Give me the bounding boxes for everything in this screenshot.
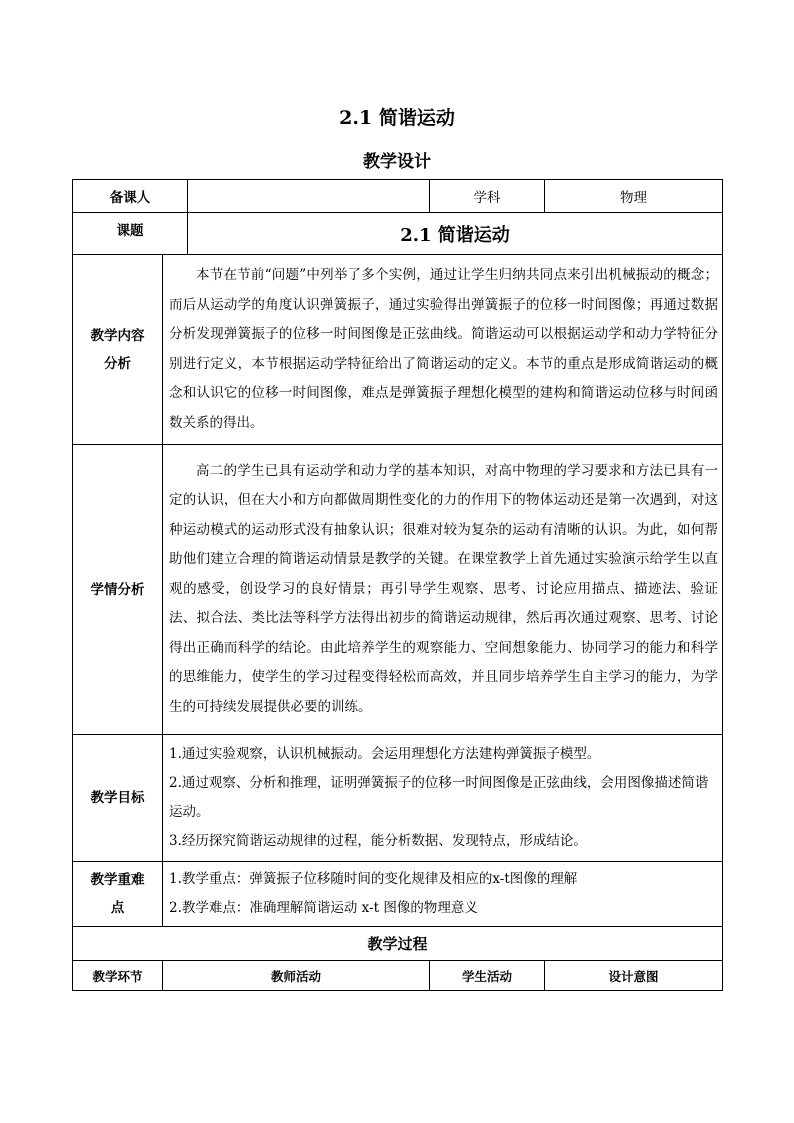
- objective-item: 2.通过观察、分析和推理，证明弹簧振子的位移一时间图像是正弦曲线，会用图像描述简谐运动。: [169, 775, 709, 820]
- student-analysis-label: 学情分析: [73, 445, 163, 735]
- objectives-label: 教学目标: [73, 735, 163, 862]
- process-col-student: 学生活动: [430, 961, 545, 991]
- topic-label: 课题: [73, 213, 188, 255]
- process-col-stage: 教学环节: [73, 961, 163, 991]
- info-row-preparer: [73, 180, 723, 213]
- topic-value: 2.1 简谐运动: [188, 213, 723, 255]
- process-col-teacher: 教师活动: [163, 961, 430, 991]
- objective-item: 3.经历探究简谐运动规律的过程，能分析数据、发现特点，形成结论。: [169, 833, 587, 849]
- process-col-intent: 设计意图: [545, 961, 723, 991]
- content-analysis-row: [73, 255, 723, 445]
- key-points-row: [73, 862, 723, 927]
- objectives-list: [163, 735, 723, 862]
- key-point-item: 2.教学难点：准确理解简谐运动 x-t 图像的物理意义: [169, 900, 478, 916]
- key-point-item: 1.教学重点：弹簧振子位移随时间的变化规律及相应的x-t图像的理解: [169, 871, 578, 887]
- lesson-plan-table: [72, 179, 723, 991]
- process-header-row: [73, 961, 723, 991]
- objectives-row: [73, 735, 723, 862]
- subject-label: 学科: [430, 180, 545, 213]
- document-subtitle: 教学设计: [363, 152, 431, 172]
- content-analysis-label-line2: 分析: [104, 355, 131, 372]
- student-analysis-row: [73, 445, 723, 735]
- key-points-label: 教学重难点: [73, 862, 163, 927]
- key-points-list: [163, 862, 723, 927]
- content-analysis-label: [73, 255, 163, 445]
- info-row-topic: [73, 213, 723, 255]
- subject-value: 物理: [545, 180, 723, 213]
- content-analysis-label-line1: 教学内容: [90, 327, 145, 344]
- objective-item: 1.通过实验观察，认识机械振动。会运用理想化方法建构弹簧振子模型。: [169, 746, 601, 762]
- content-analysis-text: 本节在节前“问题”中列举了多个实例，通过让学生归纳共同点来引出机械振动的概念；而后从运动学的角度认识弹簧振子，通过实验得出弹簧振子的位移一时间图像；再通过数据分析发现弹簧振子的位移一时间图像是正弦曲线。简谐运动可以根据运动学和动力学特征分别进行定义，本节根据运动学特征给出了简谐运动的定义。本节的重点是形成简谐运动的概念和认识它的位移一时间图像，难点是弹簧振子理想化模型的建构和简谐运动位移与时间函数关系的得出。: [163, 255, 723, 445]
- preparer-value: [188, 180, 430, 213]
- process-title-row: [73, 927, 723, 961]
- process-title: 教学过程: [73, 927, 723, 961]
- preparer-label: 备课人: [73, 180, 188, 213]
- document-title: 2.1 简谐运动: [339, 107, 455, 129]
- student-analysis-text: 高二的学生已具有运动学和动力学的基本知识，对高中物理的学习要求和方法已具有一定的认识，但在大小和方向都做周期性变化的力的作用下的物体运动还是第一次遇到，对这种运动模式的运动形式没有抽象认识；很难对较为复杂的运动有清晰的认识。为此，如何帮助他们建立合理的简谐运动情景是教学的关键。在课堂教学上首先通过实验演示给学生以直观的感受，创设学习的良好情景；再引导学生观察、思考、讨论应用描点、描迹法、验证法、拟合法、类比法等科学方法得出初步的简谐运动规律，然后再次通过观察、思考、讨论得出正确而科学的结论。由此培养学生的观察能力、空间想象能力、协同学习的能力和科学的思维能力，使学生的学习过程变得轻松而高效，并且同步培养学生自主学习的能力，为学生的可持续发展提供必要的训练。: [163, 445, 723, 735]
